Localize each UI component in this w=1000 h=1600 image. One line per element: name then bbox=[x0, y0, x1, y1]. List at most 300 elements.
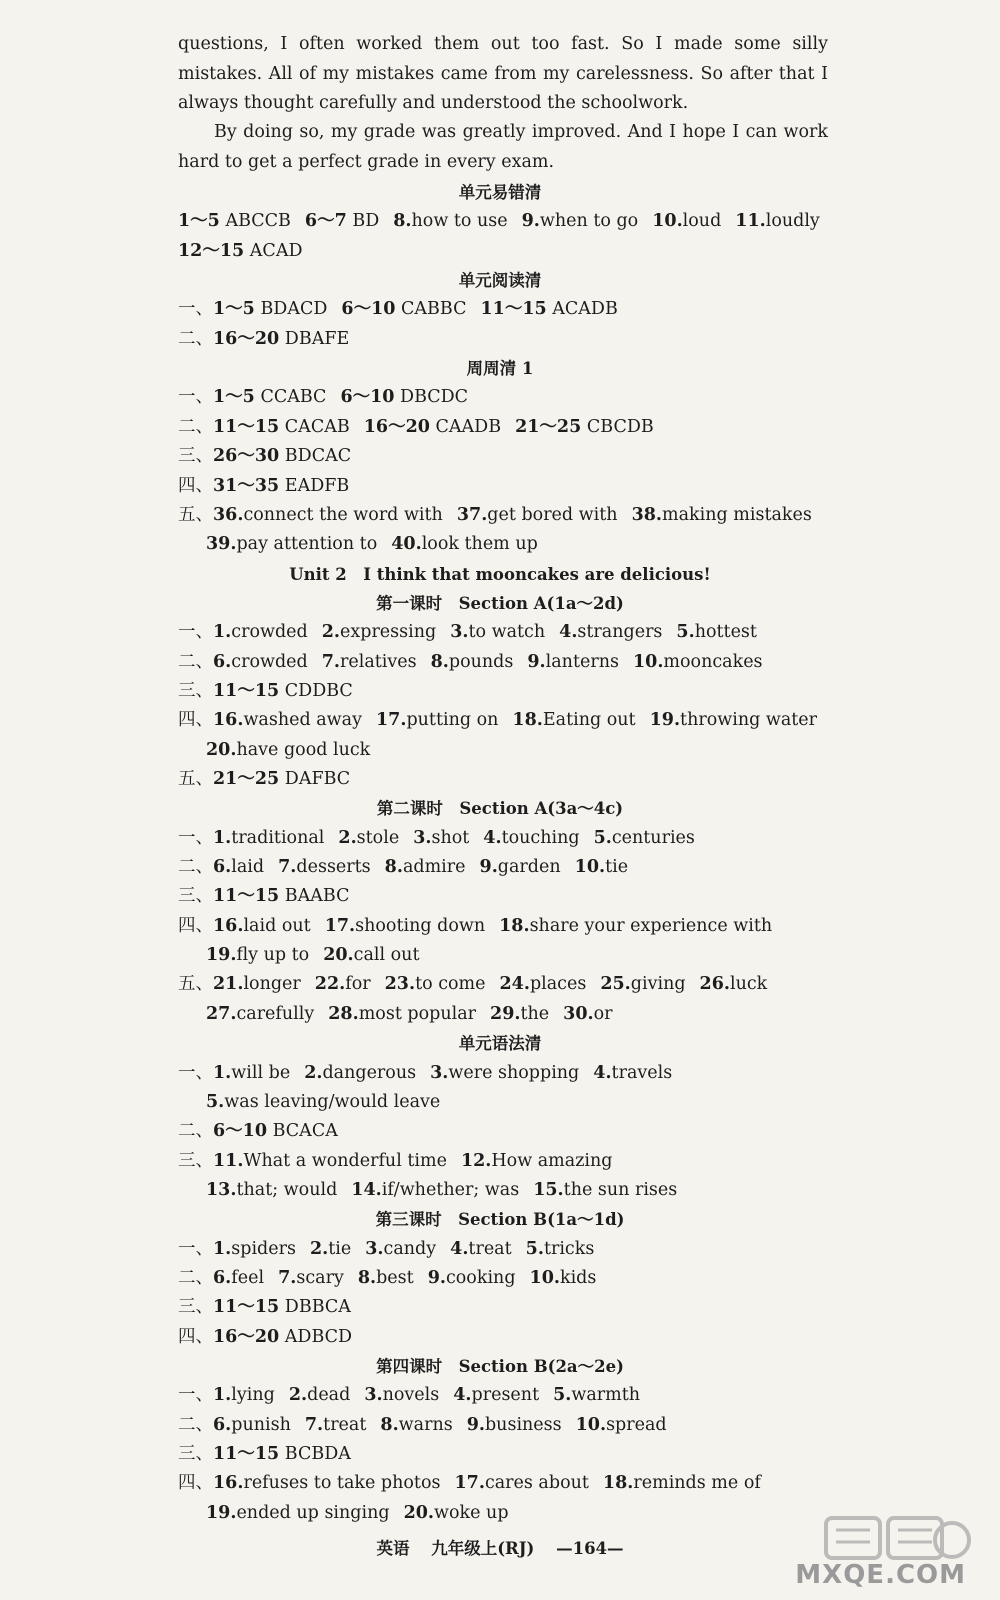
answer-text: cooking bbox=[445, 1267, 516, 1288]
question-number: 7. bbox=[278, 857, 297, 878]
answer-text: the bbox=[520, 1003, 550, 1024]
section-heading: 第三课时 Section B(1a～1d) bbox=[375, 1210, 625, 1230]
question-number: 10. bbox=[529, 1267, 560, 1288]
answer-item bbox=[454, 1473, 588, 1493]
answer-item bbox=[213, 446, 351, 466]
answer-text: loudly bbox=[765, 211, 820, 232]
answer-text: the sun rises bbox=[563, 1179, 678, 1200]
answer-item bbox=[213, 769, 350, 789]
answer-item bbox=[338, 828, 399, 848]
answer-text: spread bbox=[606, 1414, 667, 1435]
answer-text: giving bbox=[630, 974, 686, 995]
question-number: 5. bbox=[553, 1385, 572, 1406]
answer-line bbox=[206, 1088, 454, 1117]
answer-item bbox=[480, 299, 617, 319]
question-number: 29. bbox=[490, 1003, 521, 1024]
answer-text: lying bbox=[231, 1385, 275, 1406]
question-number: 1～5 bbox=[213, 299, 255, 320]
question-number: 8. bbox=[357, 1267, 377, 1288]
answer-text: crowded bbox=[231, 651, 308, 672]
question-number: 5. bbox=[206, 1091, 225, 1112]
answer-item bbox=[213, 1151, 447, 1171]
answer-item bbox=[323, 945, 419, 965]
part-number: 一、 bbox=[178, 1385, 213, 1406]
question-number: 21. bbox=[213, 974, 244, 995]
question-number: 5. bbox=[593, 827, 612, 848]
answer-item bbox=[213, 622, 308, 642]
question-number: 16. bbox=[213, 1473, 244, 1494]
answer-text: pay attention to bbox=[236, 534, 378, 555]
question-number: 8. bbox=[393, 211, 412, 232]
question-number: 15. bbox=[533, 1179, 564, 1200]
answer-item bbox=[206, 1180, 337, 1200]
part-number: 二、 bbox=[178, 328, 213, 349]
answer-item bbox=[603, 1473, 761, 1493]
part-number: 四、 bbox=[178, 1326, 213, 1347]
answer-line bbox=[178, 765, 364, 794]
question-number: 11～15 bbox=[213, 1297, 280, 1318]
answer-item bbox=[213, 1385, 275, 1405]
answer-text: woke up bbox=[434, 1502, 509, 1523]
question-number: 6～10 bbox=[341, 299, 396, 320]
answer-text: centuries bbox=[611, 827, 695, 848]
question-number: 11～15 bbox=[213, 1444, 280, 1465]
answer-item bbox=[431, 652, 514, 672]
question-number: 11～15 bbox=[213, 886, 280, 907]
answer-text: BCACA bbox=[272, 1121, 338, 1142]
answer-text: EADFB bbox=[284, 475, 350, 496]
question-number: 22. bbox=[314, 974, 346, 995]
answer-item bbox=[515, 417, 654, 437]
answer-text: BAABC bbox=[284, 886, 350, 907]
section-heading: 第二课时 Section A(3a～4c) bbox=[376, 799, 624, 819]
question-number: 11～15 bbox=[213, 680, 280, 701]
question-number: 20. bbox=[323, 945, 354, 966]
section-heading: Unit 2 I think that mooncakes are delicious! bbox=[289, 564, 711, 584]
answer-text: admire bbox=[402, 857, 466, 878]
answer-item bbox=[213, 1444, 351, 1464]
answer-text: spiders bbox=[231, 1238, 296, 1259]
answer-text: expressing bbox=[340, 622, 437, 643]
part-number: 四、 bbox=[178, 710, 213, 731]
answer-line bbox=[178, 1440, 365, 1469]
question-number: 1. bbox=[213, 1385, 232, 1406]
answer-item bbox=[483, 828, 579, 848]
answer-text: BD bbox=[352, 211, 380, 232]
answer-item bbox=[676, 622, 757, 642]
answer-text: treat bbox=[468, 1238, 512, 1259]
question-number: 3. bbox=[413, 827, 432, 848]
answer-text: washed away bbox=[243, 710, 362, 731]
question-number: 1. bbox=[213, 1062, 232, 1083]
answer-line bbox=[178, 824, 709, 853]
part-number: 二、 bbox=[178, 1121, 213, 1142]
answer-text: fly up to bbox=[236, 945, 310, 966]
answer-text: were shopping bbox=[448, 1062, 580, 1083]
answer-text: touching bbox=[501, 827, 580, 848]
question-number: 19. bbox=[206, 945, 237, 966]
answer-text: feel bbox=[231, 1267, 265, 1288]
section-heading: 周周清 1 bbox=[466, 359, 534, 379]
answer-text: desserts bbox=[296, 857, 371, 878]
answer-text: carefully bbox=[236, 1003, 315, 1024]
part-number: 三、 bbox=[178, 1444, 213, 1465]
question-number: 12～15 bbox=[178, 240, 245, 261]
part-number: 三、 bbox=[178, 886, 213, 907]
answer-item bbox=[450, 1239, 512, 1259]
question-number: 11～15 bbox=[480, 299, 547, 320]
answer-text: relatives bbox=[340, 651, 417, 672]
part-number: 三、 bbox=[178, 1297, 213, 1318]
answer-item bbox=[328, 1004, 476, 1024]
question-number: 26～30 bbox=[213, 446, 280, 467]
question-number: 1. bbox=[213, 1238, 232, 1259]
answer-item bbox=[289, 1385, 350, 1405]
answer-text: BDACD bbox=[260, 299, 328, 320]
answer-item bbox=[553, 1385, 640, 1405]
question-number: 7. bbox=[304, 1414, 324, 1435]
answer-item bbox=[351, 1180, 519, 1200]
answer-item bbox=[206, 740, 370, 760]
answer-text: How amazing bbox=[491, 1150, 613, 1171]
answer-item bbox=[178, 211, 291, 231]
question-number: 21～25 bbox=[213, 769, 280, 789]
question-number: 9. bbox=[521, 211, 540, 232]
answer-item bbox=[450, 622, 545, 642]
question-number: 17. bbox=[324, 915, 356, 936]
question-number: 16～20 bbox=[213, 328, 280, 349]
answer-item bbox=[213, 476, 349, 496]
answer-item bbox=[530, 1268, 597, 1288]
part-number: 二、 bbox=[178, 651, 213, 672]
answer-item bbox=[213, 652, 308, 672]
question-number: 16～20 bbox=[363, 416, 430, 437]
question-number: 18. bbox=[499, 915, 530, 936]
question-number: 25. bbox=[600, 974, 631, 995]
answer-item bbox=[213, 417, 350, 437]
question-number: 9. bbox=[527, 651, 546, 672]
answer-item bbox=[213, 329, 349, 349]
answer-item bbox=[278, 857, 371, 877]
answer-item bbox=[178, 241, 303, 261]
question-number: 20. bbox=[403, 1502, 435, 1523]
answer-text: CCABC bbox=[260, 387, 327, 408]
answer-item bbox=[500, 974, 587, 994]
answer-item bbox=[594, 828, 695, 848]
answer-text: reminds me of bbox=[633, 1473, 761, 1494]
answer-text: places bbox=[529, 974, 587, 995]
answer-text: ABCCB bbox=[225, 211, 291, 232]
part-number: 二、 bbox=[178, 1414, 213, 1435]
answer-text: CACAB bbox=[284, 416, 350, 437]
part-number: 四、 bbox=[178, 475, 213, 496]
section-heading: 第一课时 Section A(1a～2d) bbox=[376, 593, 624, 613]
answer-line bbox=[178, 618, 771, 647]
answer-text: when to go bbox=[539, 211, 639, 232]
answer-text: business bbox=[484, 1414, 562, 1435]
question-number: 19. bbox=[206, 1502, 237, 1523]
answer-line bbox=[206, 1499, 523, 1528]
question-number: 28. bbox=[328, 1003, 359, 1024]
question-number: 9. bbox=[479, 857, 498, 878]
answer-item bbox=[213, 1473, 440, 1493]
question-number: 16. bbox=[213, 710, 244, 731]
question-number: 31～35 bbox=[213, 475, 280, 496]
part-number: 一、 bbox=[178, 299, 213, 320]
answer-text: CAADB bbox=[435, 416, 502, 437]
question-number: 18. bbox=[602, 1473, 634, 1494]
answer-text: was leaving/would leave bbox=[224, 1091, 441, 1112]
answer-line bbox=[178, 970, 781, 999]
answer-line bbox=[178, 1117, 352, 1146]
answer-item bbox=[315, 974, 371, 994]
answer-item bbox=[457, 505, 618, 525]
answer-text: for bbox=[345, 974, 371, 995]
answer-item bbox=[358, 1268, 414, 1288]
question-number: 10. bbox=[574, 857, 606, 878]
part-number: 四、 bbox=[178, 1473, 213, 1494]
answer-text: look them up bbox=[421, 534, 538, 555]
answer-text: crowded bbox=[231, 622, 308, 643]
question-number: 6. bbox=[213, 857, 232, 878]
question-number: 16. bbox=[213, 915, 244, 936]
answer-text: kids bbox=[559, 1267, 597, 1288]
part-number: 五、 bbox=[178, 974, 213, 995]
question-number: 3. bbox=[450, 622, 469, 643]
answer-item bbox=[364, 417, 501, 437]
question-number: 3. bbox=[364, 1385, 383, 1406]
answer-line bbox=[178, 1059, 686, 1088]
question-number: 2. bbox=[338, 827, 357, 848]
question-number: 3. bbox=[365, 1238, 384, 1259]
answer-text: BDCAC bbox=[284, 446, 352, 467]
answer-line bbox=[178, 413, 668, 442]
answer-text: making mistakes bbox=[662, 504, 812, 525]
answer-item bbox=[213, 886, 350, 906]
answer-item bbox=[213, 1415, 291, 1435]
question-number: 16～20 bbox=[213, 1326, 280, 1347]
question-number: 6. bbox=[213, 651, 232, 672]
answer-line bbox=[178, 325, 363, 354]
answer-line bbox=[178, 1411, 681, 1440]
answer-text: travels bbox=[611, 1062, 673, 1083]
question-number: 2. bbox=[288, 1385, 308, 1406]
answer-line bbox=[178, 853, 642, 882]
question-number: 4. bbox=[593, 1062, 612, 1083]
question-number: 38. bbox=[631, 504, 663, 525]
answer-text: to come bbox=[415, 974, 486, 995]
question-number: 10. bbox=[632, 651, 664, 672]
part-number: 二、 bbox=[178, 1267, 213, 1288]
answer-text: candy bbox=[383, 1238, 437, 1259]
question-number: 40. bbox=[391, 534, 422, 555]
answer-text: What a wonderful time bbox=[243, 1150, 447, 1171]
answer-text: traditional bbox=[231, 827, 325, 848]
answer-line bbox=[178, 383, 482, 412]
answer-text: how to use bbox=[411, 211, 508, 232]
answer-item bbox=[340, 387, 468, 407]
question-number: 19. bbox=[649, 710, 681, 731]
question-number: 5. bbox=[525, 1238, 544, 1259]
answer-item bbox=[206, 1004, 314, 1024]
part-number: 一、 bbox=[178, 387, 213, 408]
answer-text: longer bbox=[243, 974, 301, 995]
question-number: 17. bbox=[454, 1473, 485, 1494]
answer-item bbox=[325, 916, 485, 936]
answer-text: CDDBC bbox=[284, 680, 353, 701]
question-number: 6～10 bbox=[340, 387, 395, 408]
question-number: 1. bbox=[213, 827, 232, 848]
footer-subject: 英语 bbox=[376, 1539, 410, 1558]
answer-line bbox=[178, 1381, 654, 1410]
answer-item bbox=[393, 211, 507, 231]
answer-item bbox=[453, 1385, 539, 1405]
question-number: 10. bbox=[575, 1414, 607, 1435]
question-number: 1. bbox=[213, 622, 232, 643]
answer-item bbox=[480, 857, 561, 877]
section-heading: 单元语法清 bbox=[458, 1034, 542, 1054]
essay-paragraph: questions, I often worked them out too fast. So I made some silly mistakes. All of my mistakes came from my carelessness. So after that I always thought carefully and understood the schoolwork. bbox=[178, 34, 828, 113]
answer-line bbox=[178, 648, 777, 677]
answer-item bbox=[522, 211, 639, 231]
watermark-text: MXQE.COM bbox=[795, 1560, 966, 1590]
answer-line bbox=[206, 1176, 691, 1205]
part-number: 四、 bbox=[178, 915, 213, 936]
answer-text: tricks bbox=[543, 1238, 595, 1259]
answer-text: CBCDB bbox=[586, 416, 654, 437]
answer-item bbox=[490, 1004, 549, 1024]
answer-item bbox=[213, 1063, 290, 1083]
answer-text: loud bbox=[682, 211, 722, 232]
answer-item bbox=[213, 1268, 264, 1288]
answer-line bbox=[178, 295, 632, 324]
answer-text: scary bbox=[296, 1267, 344, 1288]
answer-item bbox=[512, 710, 635, 730]
answer-text: DBBCA bbox=[284, 1297, 351, 1318]
answer-text: stole bbox=[356, 827, 400, 848]
question-number: 1～5 bbox=[178, 211, 220, 232]
answer-text: ended up singing bbox=[236, 1502, 390, 1523]
page-number: —164— bbox=[556, 1539, 624, 1558]
part-number: 三、 bbox=[178, 446, 213, 467]
answer-item bbox=[575, 857, 628, 877]
question-number: 6～7 bbox=[304, 211, 347, 232]
question-number: 24. bbox=[499, 974, 530, 995]
answer-line bbox=[206, 736, 384, 765]
answer-item bbox=[213, 916, 311, 936]
answer-text: to watch bbox=[468, 622, 546, 643]
answer-line bbox=[178, 912, 786, 941]
answer-text: most popular bbox=[358, 1003, 477, 1024]
answer-text: hottest bbox=[694, 622, 757, 643]
answer-item bbox=[499, 916, 772, 936]
answer-item bbox=[213, 1121, 338, 1141]
answer-text: garden bbox=[497, 857, 561, 878]
section-heading: 单元阅读清 bbox=[458, 271, 542, 291]
answer-item bbox=[213, 1239, 296, 1259]
answer-item bbox=[213, 974, 301, 994]
answer-text: connect the word with bbox=[243, 504, 443, 525]
question-number: 17. bbox=[375, 710, 407, 731]
question-number: 36. bbox=[213, 504, 244, 525]
answer-item bbox=[391, 534, 538, 554]
answer-text: refuses to take photos bbox=[243, 1473, 441, 1494]
question-number: 7. bbox=[321, 651, 341, 672]
answer-text: putting on bbox=[406, 710, 499, 731]
answer-line bbox=[178, 1323, 366, 1352]
answer-item bbox=[385, 857, 466, 877]
question-number: 2. bbox=[309, 1238, 329, 1259]
answer-item bbox=[380, 1415, 452, 1435]
part-number: 一、 bbox=[178, 622, 213, 643]
question-number: 39. bbox=[206, 534, 237, 555]
question-number: 18. bbox=[512, 710, 543, 731]
answer-text: throwing water bbox=[680, 710, 818, 731]
answer-text: share your experience with bbox=[529, 915, 773, 936]
part-number: 三、 bbox=[178, 680, 213, 701]
answer-item bbox=[593, 1063, 672, 1083]
answer-text: warns bbox=[398, 1414, 453, 1435]
part-number: 五、 bbox=[178, 769, 213, 789]
answer-text: shot bbox=[431, 827, 470, 848]
answer-item bbox=[278, 1268, 344, 1288]
answer-item bbox=[213, 1297, 351, 1317]
question-number: 4. bbox=[453, 1385, 472, 1406]
answer-line bbox=[178, 1147, 626, 1176]
answer-line bbox=[178, 442, 365, 471]
question-number: 20. bbox=[206, 739, 237, 760]
answer-text: shooting down bbox=[355, 915, 486, 936]
question-number: 21～25 bbox=[515, 416, 582, 437]
answer-item bbox=[526, 1239, 595, 1259]
question-number: 9. bbox=[466, 1414, 485, 1435]
answer-text: lanterns bbox=[545, 651, 619, 672]
question-number: 8. bbox=[384, 857, 403, 878]
answer-item bbox=[576, 1415, 667, 1435]
question-number: 12. bbox=[460, 1150, 492, 1171]
question-number: 7. bbox=[278, 1267, 297, 1288]
answer-item bbox=[467, 1415, 562, 1435]
answer-item bbox=[700, 974, 768, 994]
answer-text: dead bbox=[307, 1385, 351, 1406]
question-number: 1～5 bbox=[213, 387, 255, 408]
answer-item bbox=[650, 710, 817, 730]
answer-item bbox=[533, 1180, 677, 1200]
answer-item bbox=[213, 299, 327, 319]
answer-item bbox=[430, 1063, 579, 1083]
answer-text: laid bbox=[231, 857, 265, 878]
answer-item bbox=[428, 1268, 516, 1288]
part-number: 一、 bbox=[178, 1062, 213, 1083]
answer-text: BCBDA bbox=[284, 1444, 351, 1465]
question-number: 6. bbox=[213, 1414, 232, 1435]
answer-item bbox=[341, 299, 466, 319]
answer-text: ACAD bbox=[249, 240, 303, 261]
section-heading: 第四课时 Section B(2a～2e) bbox=[376, 1357, 624, 1376]
answer-line bbox=[206, 941, 433, 970]
answer-text: DBCDC bbox=[400, 387, 469, 408]
answer-text: or bbox=[593, 1003, 613, 1024]
answer-text: luck bbox=[730, 974, 768, 995]
answer-item bbox=[559, 622, 662, 642]
question-number: 2. bbox=[304, 1062, 323, 1083]
question-number: 5. bbox=[676, 622, 695, 643]
question-number: 11～15 bbox=[213, 416, 280, 437]
answer-text: punish bbox=[231, 1414, 291, 1435]
answer-text: if/whether; was bbox=[381, 1179, 520, 1200]
answer-text: Eating out bbox=[542, 710, 636, 731]
answer-text: best bbox=[376, 1267, 414, 1288]
